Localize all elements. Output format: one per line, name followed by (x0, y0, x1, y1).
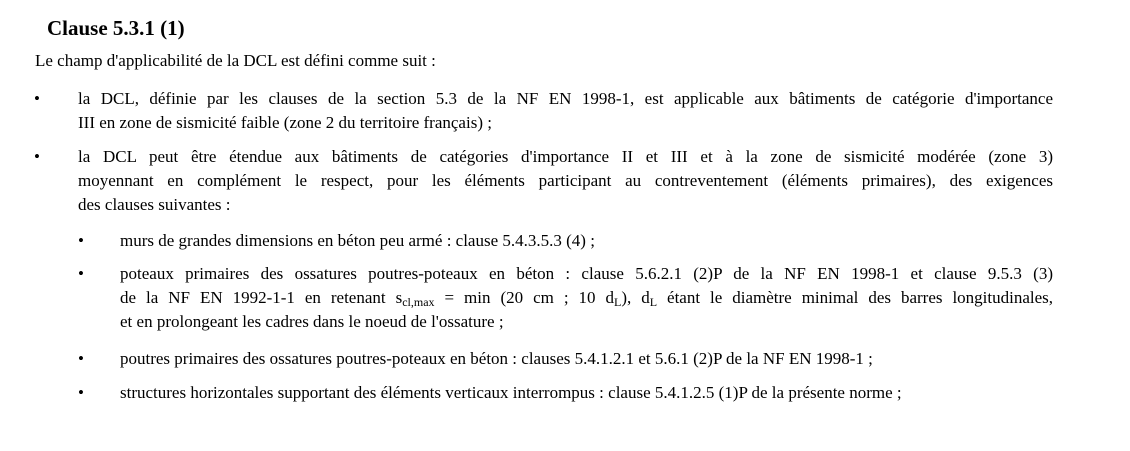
bullet-icon: • (34, 89, 40, 108)
sub-list-item-line: poutres primaires des ossatures poutres-poteaux en béton : clauses 5.4.1.2.1 et 5.6.1 (2)P de la NF EN 1998-1 ; (120, 349, 873, 368)
sub-list-item-line: et en prolongeant les cadres dans le noeud de l'ossature ; (120, 312, 504, 331)
intro-paragraph: Le champ d'applicabilité de la DCL est défini comme suit : (35, 51, 436, 70)
list-item-line: des clauses suivantes : (78, 195, 231, 214)
sub-list-item (120, 229, 1053, 253)
sub-list-item-line: de la NF EN 1992-1-1 en retenant $s_{cl,max} = \min (20$ cm ; 10 $d_L$), $d_L$ étant le diamètre minimal des barres longitudinales, (120, 288, 1054, 309)
list-item-line: III en zone de sismicité faible (zone 2 du territoire français) ; (78, 113, 492, 132)
bullet-icon: • (34, 147, 40, 166)
sub-bullet-icon: • (78, 264, 84, 283)
sub-bullet-icon: • (78, 349, 84, 368)
sub-list-item (120, 262, 1053, 334)
sub-bullet-icon: • (78, 231, 84, 250)
subscript: L (613, 295, 622, 309)
subscript: cl,max (402, 295, 435, 309)
list-item (78, 87, 1053, 135)
sub-list-item-line: murs de grandes dimensions en béton peu armé : clause 5.4.3.5.3 (4) ; (120, 231, 595, 250)
sub-bullet-icon: • (78, 383, 84, 402)
list-item-line: la DCL, définie par les clauses de la section 5.3 de la NF EN 1998-1, est applicable aux bâtiments de catégorie d'importance (78, 89, 1053, 108)
list-item (78, 145, 1053, 217)
subscript: L (649, 295, 658, 309)
list-item-line: la DCL peut être étendue aux bâtiments de catégories d'importance II et III et à la zone de sismicité modérée (zone 3) (78, 147, 1053, 166)
sub-list-item-line: poteaux primaires des ossatures poutres-poteaux en béton : clause 5.6.2.1 (2)P de la NF EN 1998-1 et clause 9.5.3 (3) (120, 264, 1053, 283)
sub-list-item (120, 347, 1053, 371)
list-item-line: moyennant en complément le respect, pour les éléments participant au contreventement (éléments primaires), des exigences (78, 171, 1053, 190)
clause-title: Clause 5.3.1 (1) (47, 16, 185, 40)
sub-list-item-line: structures horizontales supportant des éléments verticaux interrompus : clause 5.4.1.2.5 (1)P de la présente norme ; (120, 383, 902, 402)
sub-list-item (120, 381, 1053, 405)
